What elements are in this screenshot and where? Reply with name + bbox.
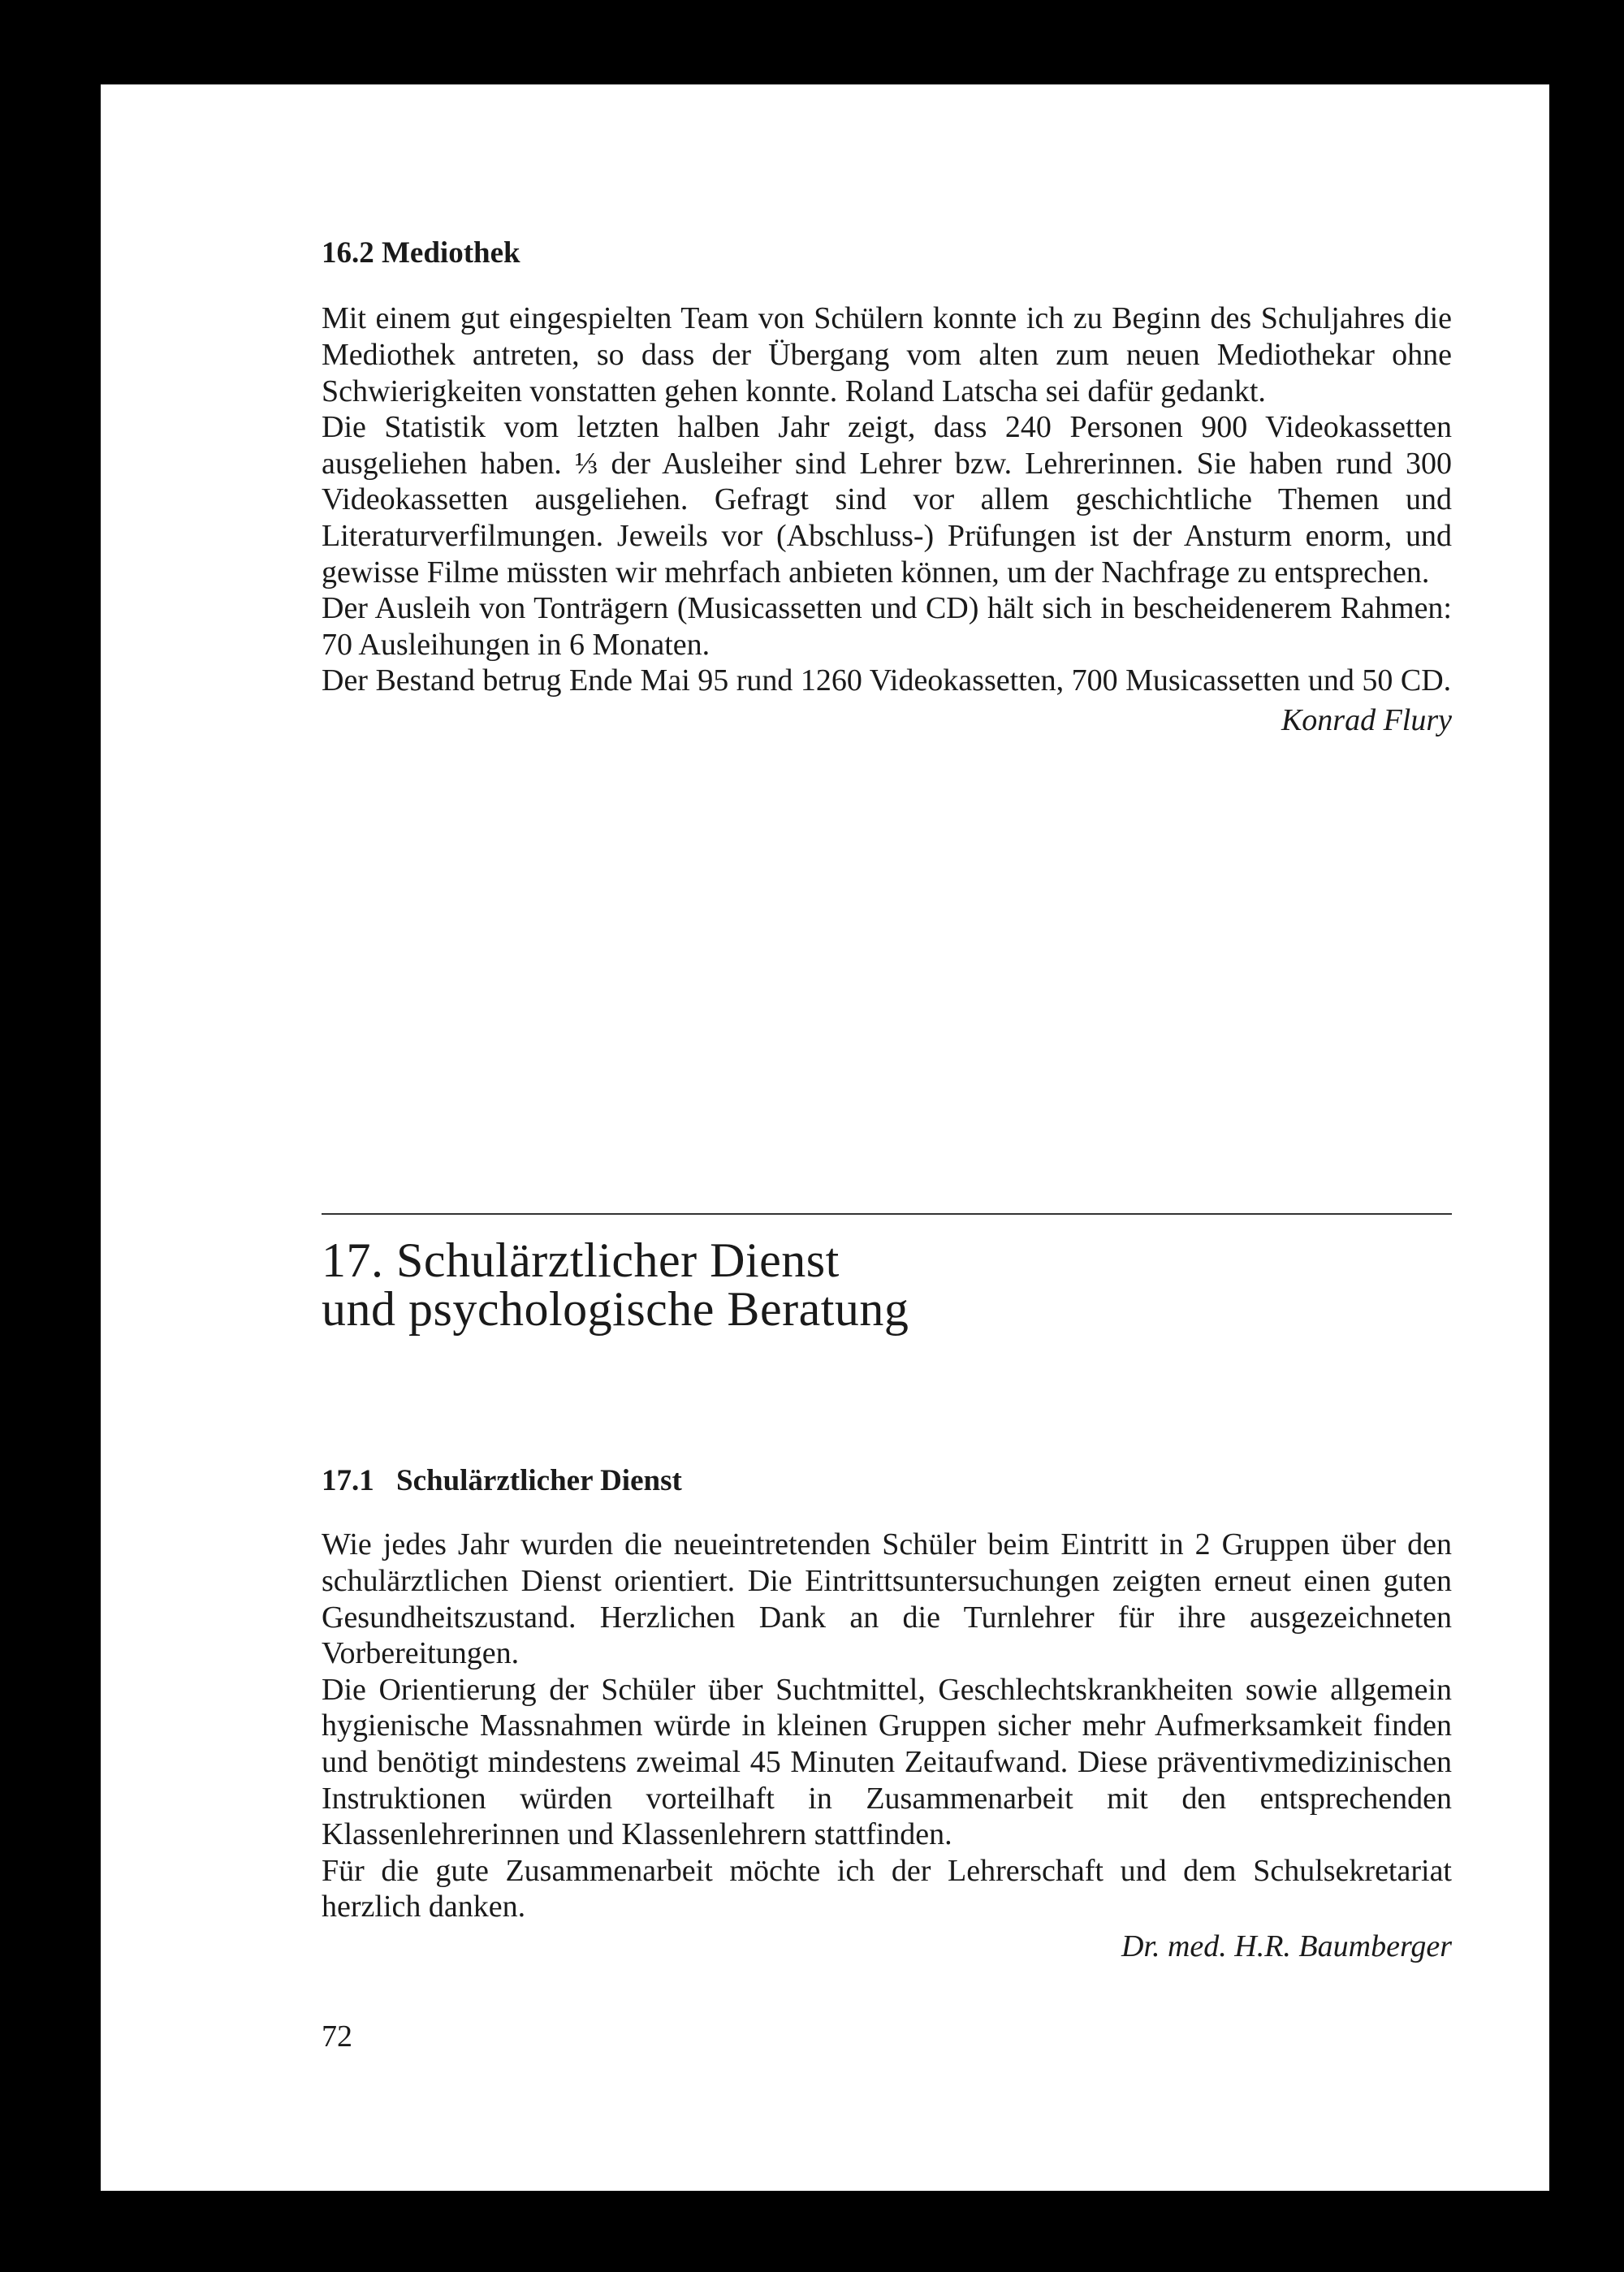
section-heading [322, 1463, 1452, 1499]
signature: Konrad Flury [1281, 702, 1452, 737]
paragraph: Die Orientierung der Schüler über Suchtmittel, Geschlechtskrankheiten sowie allgemein hygienische Massnahmen würde in kleinen Gruppen sicher mehr Aufmerksamkeit finden und benötigt mindestens zweimal 45 Minuten Zeitaufwand. Diese präventivmedizinischen Instruktionen würden vorteilhaft in Zusammenarbeit mit den entsprechenden Klassenlehrerinnen und Klassenlehrern stattfinden. [322, 1672, 1452, 1852]
chapter-divider [322, 1213, 1452, 1215]
section-number: 17.1 [322, 1464, 374, 1497]
paragraph: Der Ausleih von Tonträgern (Musicassetten und CD) hält sich in bescheidenerem Rahmen: 70 Ausleihungen in 6 Monaten. [322, 591, 1452, 662]
paragraph: Die Statistik vom letzten halben Jahr zeigt, dass 240 Personen 900 Videokassetten ausgeliehen haben. ⅓ der Ausleiher sind Lehrer bzw. Lehrerinnen. Sie haben rund 300 Videokassetten ausgeliehen. Gefragt sind vor allem geschichtliche Themen und Literaturverfilmungen. Jeweils vor (Abschluss-) Prüfungen ist der Ansturm enorm, und gewisse Filme müssten wir mehrfach anbieten können, um der Nachfrage zu entsprechen. [322, 410, 1452, 590]
paragraph: Mit einem gut eingespielten Team von Schülern konnte ich zu Beginn des Schuljahres die Mediothek antreten, so dass der Übergang vom alten zum neuen Mediothekar ohne Schwierigkeiten vonstatten gehen konnte. Roland Latscha sei dafür gedankt. [322, 301, 1452, 408]
paragraph: Für die gute Zusammenarbeit möchte ich der Lehrerschaft und dem Schulsekretariat herzlich danken. [322, 1853, 1452, 1924]
chapter-title-line-2: und psychologische Beratung [322, 1282, 909, 1336]
chapter-title-line-1: 17. Schulärztlicher Dienst [322, 1233, 840, 1287]
section-schularzt [322, 1463, 1452, 1965]
section-mediothek [322, 235, 1452, 739]
paragraph: Der Bestand betrug Ende Mai 95 rund 1260 Videokassetten, 700 Musicassetten und 50 CD. [322, 663, 1452, 698]
paragraph: Wie jedes Jahr wurden die neueintretenden Schüler beim Eintritt in 2 Gruppen über den schulärztlichen Dienst orientiert. Die Eintrittsuntersuchungen zeigten erneut einen guten Gesundheitszustand. Herzlichen Dank an die Turnlehrer für ihre ausgezeichneten Vorbereitungen. [322, 1527, 1452, 1671]
document-page [101, 84, 1549, 2191]
page-number: 72 [322, 2019, 352, 2054]
signature: Dr. med. H.R. Baumberger [1121, 1929, 1452, 1963]
section-heading: 16.2 Mediothek [322, 236, 520, 270]
chapter-title [322, 1233, 1452, 1336]
section-title: Schulärztlicher Dienst [396, 1464, 682, 1497]
